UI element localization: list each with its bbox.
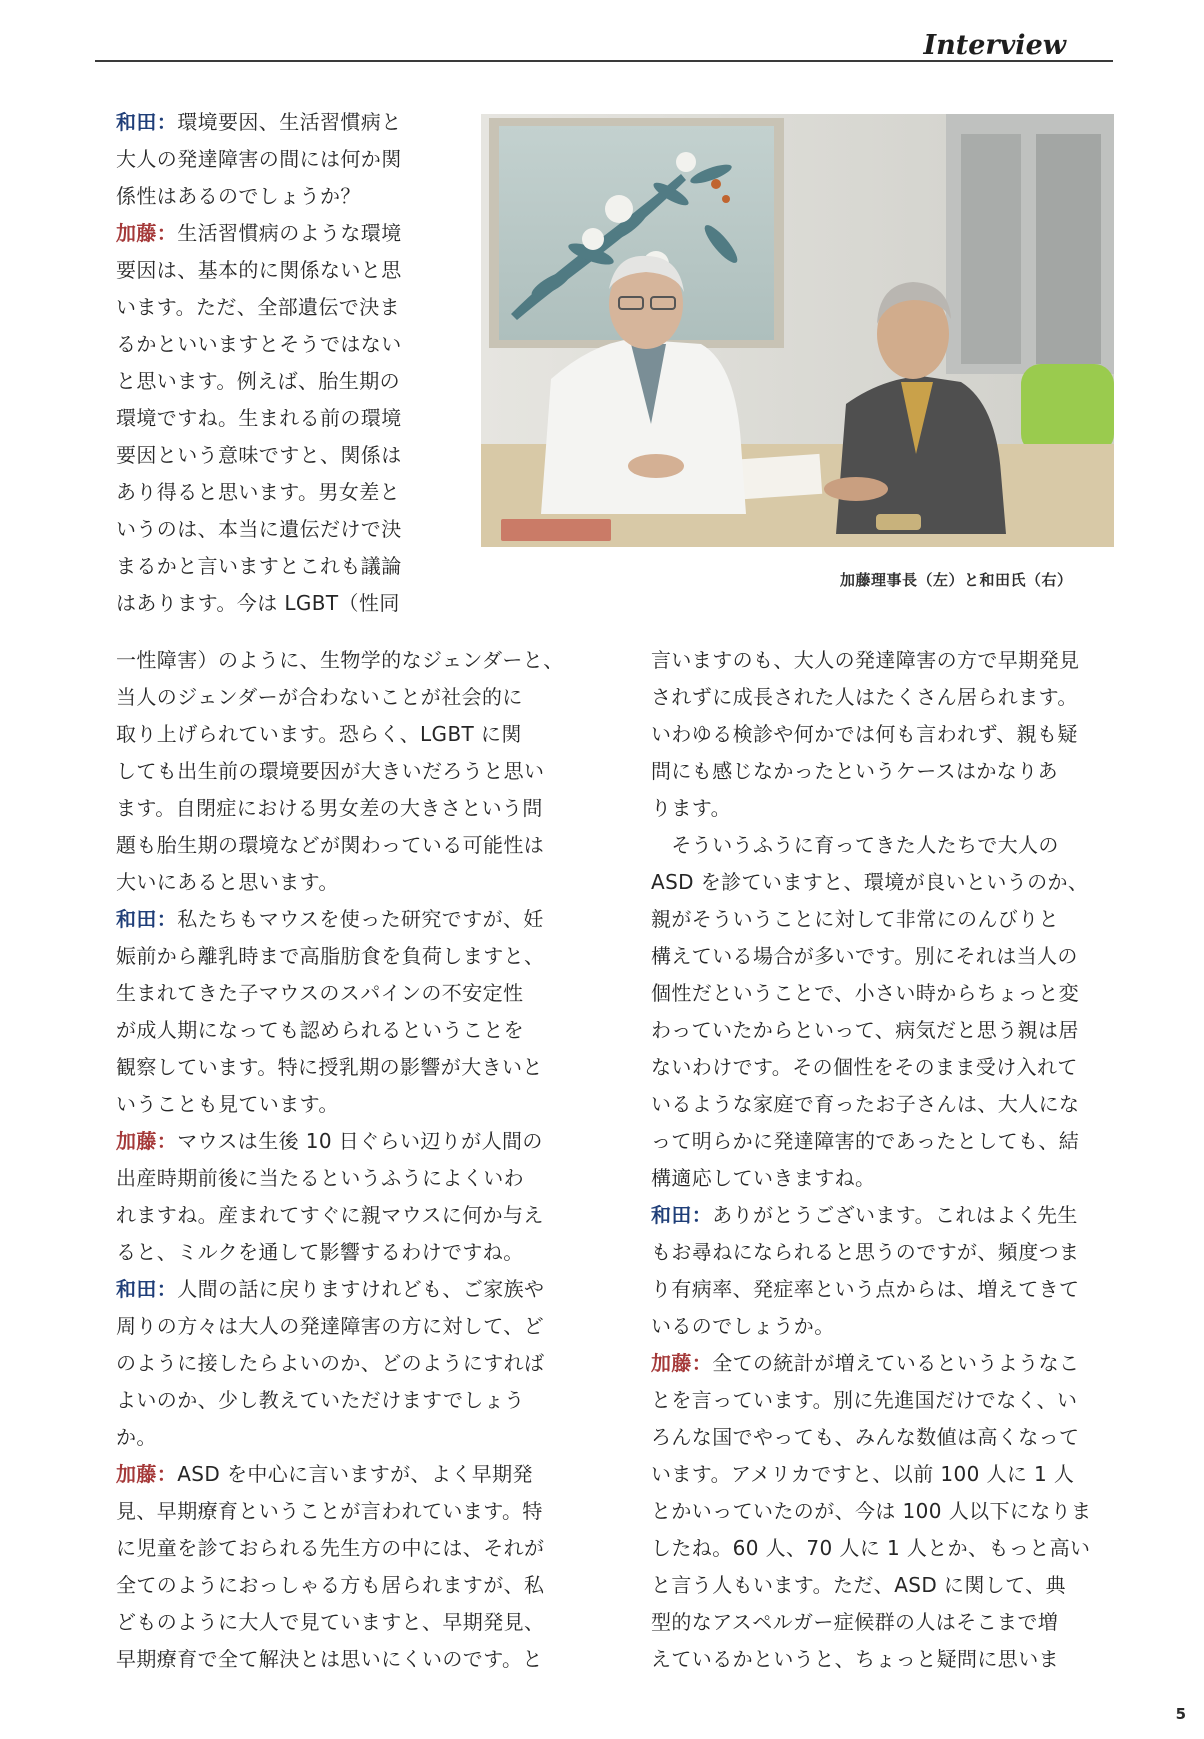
text-line <box>651 679 1092 716</box>
line-text: いるような家庭で育ったお子さんは、大人にな <box>651 1092 1080 1116</box>
text-line <box>116 1641 564 1678</box>
text-line <box>651 1345 1092 1382</box>
line-text: 私たちもマウスを使った研究ですが、妊 <box>177 907 544 931</box>
text-line <box>651 716 1092 753</box>
line-text: よいのか、少し教えていただけますでしょう <box>116 1388 525 1412</box>
text-line <box>651 1567 1092 1604</box>
speaker-label-wada: 和田： <box>116 1277 178 1301</box>
text-line <box>116 1308 564 1345</box>
text-line <box>116 1382 564 1419</box>
text-line <box>651 864 1092 901</box>
line-text: 大人の発達障害の間には何か関 <box>116 147 402 171</box>
text-line <box>651 1530 1092 1567</box>
line-text: しても出生前の環境要因が大きいだろうと思い <box>116 759 545 783</box>
text-line <box>651 1160 1092 1197</box>
text-line <box>116 1456 564 1493</box>
text-line <box>651 975 1092 1012</box>
line-text: ASD を中心に言いますが、よく早期発 <box>177 1462 533 1486</box>
line-text: いうのは、本当に遺伝だけで決 <box>116 517 402 541</box>
article-column-upper-left <box>116 104 402 622</box>
line-text: 大いにあると思います。 <box>116 870 339 894</box>
line-text: ASD を診ていますと、環境が良いというのか、 <box>651 870 1089 894</box>
line-text: 人間の話に戻りますけれども、ご家族や <box>177 1277 545 1301</box>
line-text: 要因という意味ですと、関係は <box>116 443 402 467</box>
text-line <box>651 901 1092 938</box>
text-line <box>116 400 402 437</box>
text-line <box>651 1604 1092 1641</box>
section-title: Interview <box>923 30 1066 61</box>
line-text: あり得ると思います。男女差と <box>116 480 400 504</box>
speaker-label-kato: 加藤： <box>116 221 178 245</box>
text-line <box>116 585 402 622</box>
line-text: 題も胎生期の環境などが関わっている可能性は <box>116 833 545 857</box>
line-text: れますね。産まれてすぐに親マウスに何か与え <box>116 1203 544 1227</box>
text-line <box>116 938 564 975</box>
text-line <box>116 1160 564 1197</box>
text-line <box>651 1271 1092 1308</box>
line-text: 早期療育で全て解決とは思いにくいのです。と <box>116 1647 543 1671</box>
line-text: 問にも感じなかったというケースはかなりあ <box>651 759 1058 783</box>
text-line <box>651 753 1092 790</box>
text-line <box>116 326 402 363</box>
line-text: に児童を診ておられる先生方の中には、それが <box>116 1536 545 1560</box>
line-text: か。 <box>116 1425 157 1449</box>
line-text: 出産時期前後に当たるというふうによくいわ <box>116 1166 524 1190</box>
line-text: と思います。例えば、胎生期の <box>116 369 400 393</box>
line-text: 言いますのも、大人の発達障害の方で早期発見 <box>651 648 1080 672</box>
line-text: が成人期になっても認められるということを <box>116 1018 524 1042</box>
speaker-label-wada: 和田： <box>116 110 178 134</box>
text-line <box>116 141 402 178</box>
text-line <box>116 104 402 141</box>
line-text: 一性障害）のように、生物学的なジェンダーと、 <box>116 648 564 672</box>
line-text: したね。60 人、70 人に 1 人とか、もっと高い <box>651 1536 1091 1560</box>
text-line <box>651 1308 1092 1345</box>
line-text: 環境要因、生活習慣病と <box>177 110 402 134</box>
line-text: 観察しています。特に授乳期の影響が大きいと <box>116 1055 543 1079</box>
text-line <box>116 289 402 326</box>
text-line <box>651 827 1092 864</box>
text-line <box>116 252 402 289</box>
line-text: ろんな国でやっても、みんな数値は高くなって <box>651 1425 1080 1449</box>
text-line <box>116 753 564 790</box>
text-line <box>116 1123 564 1160</box>
text-line <box>116 178 402 215</box>
text-line <box>116 1049 564 1086</box>
line-text: まるかと言いますとこれも議論 <box>116 554 402 578</box>
photo-caption: 加藤理事長（左）と和田氏（右） <box>840 571 1073 589</box>
line-text: もお尋ねになられると思うのですが、頻度つま <box>651 1240 1080 1264</box>
speaker-label-wada: 和田： <box>116 907 178 931</box>
line-text: 要因は、基本的に関係ないと思 <box>116 258 402 282</box>
line-text: ると、ミルクを通して影響するわけですね。 <box>116 1240 524 1264</box>
text-line <box>116 1234 564 1271</box>
text-line <box>651 1012 1092 1049</box>
text-line <box>651 1456 1092 1493</box>
speaker-label-wada: 和田： <box>651 1203 713 1227</box>
interview-photo <box>481 114 1114 547</box>
line-text: います。アメリカですと、以前 100 人に 1 人 <box>651 1462 1075 1486</box>
line-text: 構適応していきますね。 <box>651 1166 876 1190</box>
line-text: 環境ですね。生まれる前の環境 <box>116 406 402 430</box>
text-line <box>116 1604 564 1641</box>
line-text: えているかというと、ちょっと疑問に思いま <box>651 1647 1059 1671</box>
article-column-lower-left <box>116 642 564 1678</box>
text-line <box>116 1012 564 1049</box>
line-text: いうことも見ています。 <box>116 1092 339 1116</box>
text-line <box>116 716 564 753</box>
line-text: います。ただ、全部遺伝で決ま <box>116 295 400 319</box>
line-text: 生まれてきた子マウスのスパインの不安定性 <box>116 981 524 1005</box>
line-text: 個性だということで、小さい時からちょっと変 <box>651 981 1079 1005</box>
line-text: り有病率、発症率という点からは、増えてきて <box>651 1277 1080 1301</box>
text-line <box>651 1493 1092 1530</box>
line-text: マウスは生後 10 日ぐらい辺りが人間の <box>177 1129 543 1153</box>
line-text: と言う人もいます。ただ、ASD に関して、典 <box>651 1573 1066 1597</box>
line-text: 係性はあるのでしょうか？ <box>116 184 361 208</box>
text-line <box>651 1049 1092 1086</box>
text-line <box>116 1419 564 1456</box>
text-line <box>116 437 402 474</box>
speaker-label-kato: 加藤： <box>116 1462 178 1486</box>
line-text: のように接したらよいのか、どのようにすれば <box>116 1351 545 1375</box>
text-line <box>116 1567 564 1604</box>
line-text: わっていたからといって、病気だと思う親は居 <box>651 1018 1079 1042</box>
line-text: 構えている場合が多いです。別にそれは当人の <box>651 944 1078 968</box>
text-line <box>651 1234 1092 1271</box>
text-line <box>116 1271 564 1308</box>
line-text: 当人のジェンダーが合わないことが社会的に <box>116 685 523 709</box>
article-column-right <box>651 642 1092 1678</box>
speaker-label-kato: 加藤： <box>651 1351 713 1375</box>
text-line <box>651 1123 1092 1160</box>
text-line <box>116 1493 564 1530</box>
text-line <box>116 679 564 716</box>
text-line <box>651 1641 1092 1678</box>
text-line <box>651 642 1092 679</box>
page-number: 5 <box>1175 1705 1186 1723</box>
text-line <box>651 790 1092 827</box>
text-line <box>116 1530 564 1567</box>
line-text: って明らかに発達障害的であったとしても、結 <box>651 1129 1080 1153</box>
text-line <box>116 975 564 1012</box>
line-text: 取り上げられています。恐らく、LGBT に関 <box>116 722 522 746</box>
text-line <box>116 1197 564 1234</box>
line-text: るかといいますとそうではない <box>116 332 402 356</box>
line-text: いわゆる検診や何かでは何も言われず、親も疑 <box>651 722 1078 746</box>
line-text: とを言っています。別に先進国だけでなく、い <box>651 1388 1078 1412</box>
text-line <box>116 548 402 585</box>
text-line <box>116 864 564 901</box>
text-line <box>651 1419 1092 1456</box>
line-text: どものように大人で見ていますと、早期発見、 <box>116 1610 545 1634</box>
line-text: ます。自閉症における男女差の大きさという問 <box>116 796 543 820</box>
line-text: 型的なアスペルガー症候群の人はそこまで増 <box>651 1610 1059 1634</box>
text-line <box>116 790 564 827</box>
line-text: 周りの方々は大人の発達障害の方に対して、ど <box>116 1314 544 1338</box>
text-line <box>116 901 564 938</box>
photo-illustration <box>481 114 1114 547</box>
text-line <box>116 1086 564 1123</box>
text-line <box>651 1086 1092 1123</box>
text-line <box>651 1197 1092 1234</box>
text-line <box>116 642 564 679</box>
line-text: ありがとうございます。これはよく先生 <box>712 1203 1078 1227</box>
text-line <box>651 938 1092 975</box>
text-line <box>116 215 402 252</box>
line-text: 全てのようにおっしゃる方も居られますが、私 <box>116 1573 545 1597</box>
line-text: いるのでしょうか。 <box>651 1314 835 1338</box>
line-text: とかいっていたのが、今は 100 人以下になりま <box>651 1499 1092 1523</box>
text-line <box>116 474 402 511</box>
line-text: 生活習慣病のような環境 <box>177 221 402 245</box>
line-text: 見、早期療育ということが言われています。特 <box>116 1499 543 1523</box>
line-text: 全ての統計が増えているというようなこ <box>712 1351 1080 1375</box>
line-text: そういうふうに育ってきた人たちで大人の <box>651 833 1059 857</box>
line-text: 娠前から離乳時まで高脂肪食を負荷しますと、 <box>116 944 545 968</box>
line-text: はあります。今は LGBT（性同 <box>116 591 400 615</box>
text-line <box>116 363 402 400</box>
line-text: ります。 <box>651 796 731 820</box>
speaker-label-kato: 加藤： <box>116 1129 178 1153</box>
line-text: 親がそういうことに対して非常にのんびりと <box>651 907 1059 931</box>
text-line <box>116 1345 564 1382</box>
line-text: されずに成長された人はたくさん居られます。 <box>651 685 1078 709</box>
text-line <box>116 827 564 864</box>
line-text: ないわけです。その個性をそのまま受け入れて <box>651 1055 1078 1079</box>
text-line <box>651 1382 1092 1419</box>
text-line <box>116 511 402 548</box>
